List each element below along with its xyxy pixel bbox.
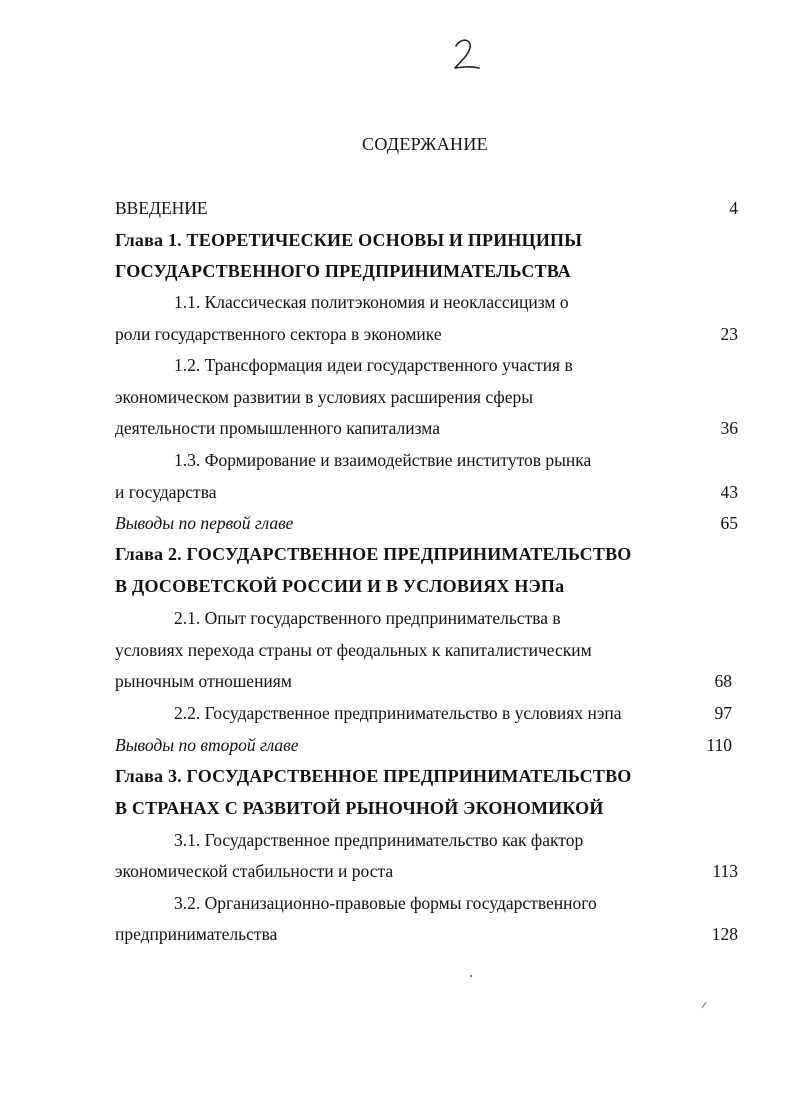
toc-page-number: 23: [720, 324, 738, 344]
toc-page-number: 110: [706, 735, 732, 755]
toc-section-entry: условиях перехода страны от феодальных к капиталистическим: [115, 640, 592, 660]
toc-entry-introduction: ВВЕДЕНИЕ: [115, 198, 208, 218]
toc-chapter-heading: Глава 3. ГОСУДАРСТВЕННОЕ ПРЕДПРИНИМАТЕЛЬСТВО: [115, 766, 632, 786]
toc-page-number: 97: [714, 703, 732, 723]
toc-conclusions-entry: Выводы по второй главе: [115, 735, 299, 755]
scan-speck: [700, 1000, 710, 1010]
toc-section-entry: деятельности промышленного капитализма: [115, 418, 441, 438]
toc-page-number: 113: [712, 861, 738, 881]
handwritten-page-number: [446, 34, 486, 74]
page-title: СОДЕРЖАНИЕ: [362, 134, 488, 154]
toc-chapter-heading: Глава 1. ТЕОРЕТИЧЕСКИЕ ОСНОВЫ И ПРИНЦИПЫ: [115, 230, 583, 250]
toc-chapter-heading: В ДОСОВЕТСКОЙ РОССИИ И В УСЛОВИЯХ НЭПа: [115, 576, 565, 596]
toc-page-number: 128: [711, 924, 738, 944]
toc-section-entry: рыночным отношениям: [115, 671, 292, 691]
toc-page-number: 65: [720, 513, 738, 533]
toc-section-entry: экономическом развитии в условиях расширения сферы: [115, 387, 533, 407]
toc-section-entry: предпринимательства: [115, 924, 278, 944]
toc-section-entry: 1.2. Трансформация идеи государственного участия в: [174, 355, 573, 375]
toc-section-entry: 3.1. Государственное предпринимательство как фактор: [174, 830, 584, 850]
toc-chapter-heading: Глава 2. ГОСУДАРСТВЕННОЕ ПРЕДПРИНИМАТЕЛЬСТВО: [115, 544, 632, 564]
scan-speck: [470, 975, 472, 977]
toc-section-entry: роли государственного сектора в экономике: [115, 324, 442, 344]
toc-section-entry: 1.1. Классическая политэкономия и неоклассицизм о: [174, 292, 569, 312]
toc-section-entry: экономической стабильности и роста: [115, 861, 394, 881]
toc-section-entry: 2.2. Государственное предпринимательство в условиях нэпа: [174, 703, 622, 723]
toc-conclusions-entry: Выводы по первой главе: [115, 513, 294, 533]
toc-section-entry: 3.2. Организационно-правовые формы государственного: [174, 893, 597, 913]
toc-section-entry: 2.1. Опыт государственного предпринимательства в: [174, 608, 561, 628]
toc-page-number: 4: [729, 198, 738, 218]
toc-section-entry: 1.3. Формирование и взаимодействие институтов рынка: [174, 450, 592, 470]
toc-chapter-heading: ГОСУДАРСТВЕННОГО ПРЕДПРИНИМАТЕЛЬСТВА: [115, 261, 572, 281]
toc-page-number: 36: [720, 418, 738, 438]
toc-chapter-heading: В СТРАНАХ С РАЗВИТОЙ РЫНОЧНОЙ ЭКОНОМИКОЙ: [115, 798, 604, 818]
toc-section-entry: и государства: [115, 482, 217, 502]
toc-page-number: 43: [720, 482, 738, 502]
toc-page-number: 68: [714, 671, 732, 691]
